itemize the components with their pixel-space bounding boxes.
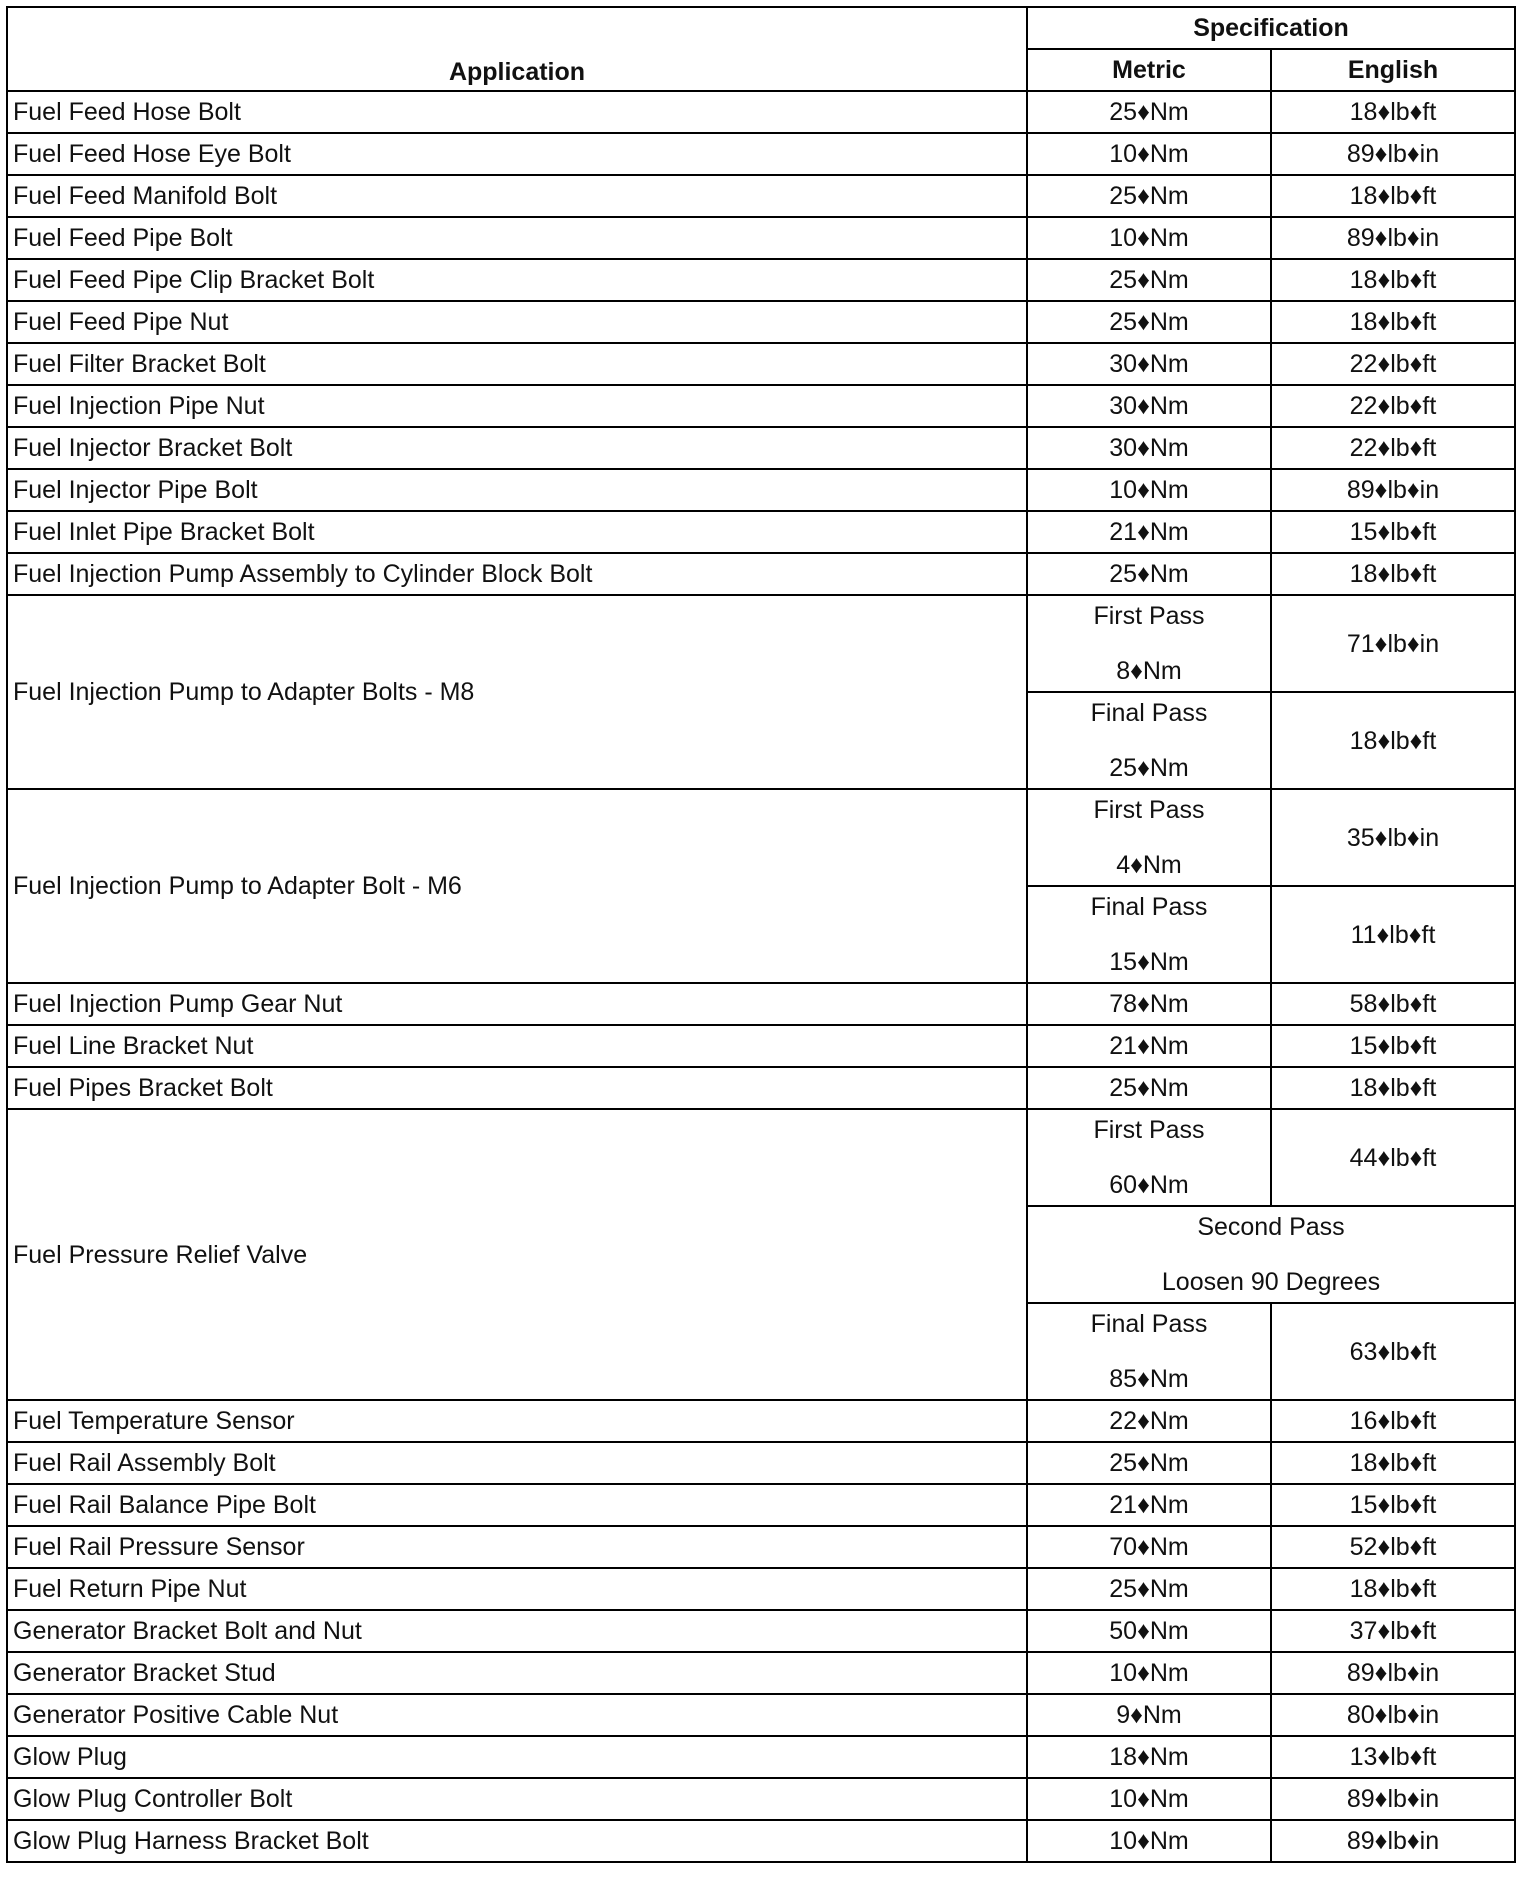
application-cell: Fuel Injection Pump Assembly to Cylinder Block Bolt bbox=[7, 553, 1027, 595]
metric-cell: 70♦Nm bbox=[1027, 1526, 1271, 1568]
english-cell: 15♦lb♦ft bbox=[1271, 511, 1515, 553]
english-cell: 13♦lb♦ft bbox=[1271, 1736, 1515, 1778]
application-cell: Fuel Pressure Relief Valve bbox=[7, 1109, 1027, 1400]
final-pass-metric-cell bbox=[1027, 692, 1271, 789]
table-row bbox=[7, 1736, 1515, 1778]
final-pass-metric-cell bbox=[1027, 1303, 1271, 1400]
metric-cell: 10♦Nm bbox=[1027, 133, 1271, 175]
english-cell: 18♦lb♦ft bbox=[1271, 692, 1515, 789]
english-cell: 15♦lb♦ft bbox=[1271, 1025, 1515, 1067]
english-cell: 89♦lb♦in bbox=[1271, 217, 1515, 259]
metric-cell: 78♦Nm bbox=[1027, 983, 1271, 1025]
table-body bbox=[7, 91, 1515, 1862]
table-row bbox=[7, 259, 1515, 301]
english-cell: 37♦lb♦ft bbox=[1271, 1610, 1515, 1652]
application-cell: Glow Plug bbox=[7, 1736, 1027, 1778]
table-row bbox=[7, 175, 1515, 217]
first-pass-metric-cell bbox=[1027, 789, 1271, 886]
torque-spec-table bbox=[6, 6, 1516, 1863]
table-row bbox=[7, 1778, 1515, 1820]
application-cell: Fuel Feed Hose Eye Bolt bbox=[7, 133, 1027, 175]
application-cell: Fuel Injection Pipe Nut bbox=[7, 385, 1027, 427]
english-cell: 15♦lb♦ft bbox=[1271, 1484, 1515, 1526]
pass-label: Final Pass bbox=[1090, 893, 1208, 921]
english-cell: 52♦lb♦ft bbox=[1271, 1526, 1515, 1568]
english-cell: 63♦lb♦ft bbox=[1271, 1303, 1515, 1400]
metric-cell: 25♦Nm bbox=[1027, 175, 1271, 217]
metric-cell: 25♦Nm bbox=[1027, 91, 1271, 133]
english-cell: 18♦lb♦ft bbox=[1271, 553, 1515, 595]
pass-label: Final Pass bbox=[1090, 699, 1208, 727]
english-cell: 18♦lb♦ft bbox=[1271, 1067, 1515, 1109]
pass-label: First Pass bbox=[1093, 1116, 1205, 1144]
application-cell: Fuel Feed Pipe Bolt bbox=[7, 217, 1027, 259]
pass-value: 60♦Nm bbox=[1109, 1171, 1189, 1199]
metric-cell: 25♦Nm bbox=[1027, 553, 1271, 595]
metric-cell: 25♦Nm bbox=[1027, 301, 1271, 343]
header-english: English bbox=[1271, 49, 1515, 91]
table-row bbox=[7, 1694, 1515, 1736]
table-row-multipass bbox=[7, 1109, 1515, 1206]
metric-cell: 9♦Nm bbox=[1027, 1694, 1271, 1736]
metric-cell: 10♦Nm bbox=[1027, 1820, 1271, 1862]
application-cell: Fuel Line Bracket Nut bbox=[7, 1025, 1027, 1067]
english-cell: 11♦lb♦ft bbox=[1271, 886, 1515, 983]
application-cell: Fuel Rail Balance Pipe Bolt bbox=[7, 1484, 1027, 1526]
first-pass-metric-cell bbox=[1027, 595, 1271, 692]
english-cell: 16♦lb♦ft bbox=[1271, 1400, 1515, 1442]
table-row bbox=[7, 1652, 1515, 1694]
pass-label: Final Pass bbox=[1090, 1310, 1208, 1338]
metric-cell: 21♦Nm bbox=[1027, 511, 1271, 553]
table-row bbox=[7, 511, 1515, 553]
application-cell: Fuel Return Pipe Nut bbox=[7, 1568, 1027, 1610]
application-cell: Fuel Injector Pipe Bolt bbox=[7, 469, 1027, 511]
english-cell: 22♦lb♦ft bbox=[1271, 343, 1515, 385]
metric-cell: 25♦Nm bbox=[1027, 259, 1271, 301]
table-row bbox=[7, 1400, 1515, 1442]
english-cell: 35♦lb♦in bbox=[1271, 789, 1515, 886]
header-metric: Metric bbox=[1027, 49, 1271, 91]
table-row bbox=[7, 217, 1515, 259]
table-row-multipass bbox=[7, 789, 1515, 886]
table-row bbox=[7, 1067, 1515, 1109]
application-cell: Fuel Injector Bracket Bolt bbox=[7, 427, 1027, 469]
metric-cell: 30♦Nm bbox=[1027, 427, 1271, 469]
metric-cell: 18♦Nm bbox=[1027, 1736, 1271, 1778]
application-cell: Fuel Feed Hose Bolt bbox=[7, 91, 1027, 133]
application-cell: Fuel Temperature Sensor bbox=[7, 1400, 1027, 1442]
metric-cell: 30♦Nm bbox=[1027, 385, 1271, 427]
english-cell: 18♦lb♦ft bbox=[1271, 91, 1515, 133]
header-application: Application bbox=[7, 7, 1027, 91]
table-row bbox=[7, 983, 1515, 1025]
metric-cell: 10♦Nm bbox=[1027, 1652, 1271, 1694]
table-row bbox=[7, 91, 1515, 133]
metric-cell: 22♦Nm bbox=[1027, 1400, 1271, 1442]
english-cell: 18♦lb♦ft bbox=[1271, 301, 1515, 343]
metric-cell: 10♦Nm bbox=[1027, 217, 1271, 259]
english-cell: 58♦lb♦ft bbox=[1271, 983, 1515, 1025]
english-cell: 18♦lb♦ft bbox=[1271, 1442, 1515, 1484]
metric-cell: 25♦Nm bbox=[1027, 1568, 1271, 1610]
english-cell: 80♦lb♦in bbox=[1271, 1694, 1515, 1736]
application-cell: Generator Positive Cable Nut bbox=[7, 1694, 1027, 1736]
table-header bbox=[7, 7, 1515, 91]
table-row bbox=[7, 1025, 1515, 1067]
table-row bbox=[7, 1568, 1515, 1610]
table-row bbox=[7, 1820, 1515, 1862]
english-cell: 22♦lb♦ft bbox=[1271, 427, 1515, 469]
english-cell: 18♦lb♦ft bbox=[1271, 175, 1515, 217]
application-cell: Fuel Rail Assembly Bolt bbox=[7, 1442, 1027, 1484]
metric-cell: 25♦Nm bbox=[1027, 1067, 1271, 1109]
second-pass-cell bbox=[1027, 1206, 1515, 1303]
pass-value: 4♦Nm bbox=[1116, 851, 1182, 879]
english-cell: 71♦lb♦in bbox=[1271, 595, 1515, 692]
first-pass-metric-cell bbox=[1027, 1109, 1271, 1206]
application-cell: Generator Bracket Bolt and Nut bbox=[7, 1610, 1027, 1652]
table-row bbox=[7, 301, 1515, 343]
metric-cell: 30♦Nm bbox=[1027, 343, 1271, 385]
pass-value: 8♦Nm bbox=[1116, 657, 1182, 685]
table-row bbox=[7, 1442, 1515, 1484]
table-row bbox=[7, 133, 1515, 175]
application-cell: Fuel Feed Manifold Bolt bbox=[7, 175, 1027, 217]
english-cell: 18♦lb♦ft bbox=[1271, 259, 1515, 301]
header-specification: Specification bbox=[1027, 7, 1515, 49]
english-cell: 89♦lb♦in bbox=[1271, 1652, 1515, 1694]
table-row bbox=[7, 385, 1515, 427]
application-cell: Fuel Injection Pump to Adapter Bolts - M8 bbox=[7, 595, 1027, 789]
application-cell: Glow Plug Harness Bracket Bolt bbox=[7, 1820, 1027, 1862]
english-cell: 89♦lb♦in bbox=[1271, 469, 1515, 511]
application-cell: Fuel Feed Pipe Clip Bracket Bolt bbox=[7, 259, 1027, 301]
pass-label: Second Pass bbox=[1197, 1213, 1345, 1241]
table-row bbox=[7, 553, 1515, 595]
application-cell: Fuel Pipes Bracket Bolt bbox=[7, 1067, 1027, 1109]
english-cell: 44♦lb♦ft bbox=[1271, 1109, 1515, 1206]
pass-label: First Pass bbox=[1093, 796, 1205, 824]
final-pass-metric-cell bbox=[1027, 886, 1271, 983]
application-cell: Fuel Injection Pump Gear Nut bbox=[7, 983, 1027, 1025]
application-cell: Fuel Filter Bracket Bolt bbox=[7, 343, 1027, 385]
metric-cell: 21♦Nm bbox=[1027, 1025, 1271, 1067]
metric-cell: 50♦Nm bbox=[1027, 1610, 1271, 1652]
english-cell: 18♦lb♦ft bbox=[1271, 1568, 1515, 1610]
application-cell: Fuel Injection Pump to Adapter Bolt - M6 bbox=[7, 789, 1027, 983]
table-row bbox=[7, 427, 1515, 469]
metric-cell: 10♦Nm bbox=[1027, 469, 1271, 511]
pass-value: 15♦Nm bbox=[1109, 948, 1189, 976]
table-row-multipass bbox=[7, 595, 1515, 692]
application-cell: Fuel Inlet Pipe Bracket Bolt bbox=[7, 511, 1027, 553]
metric-cell: 21♦Nm bbox=[1027, 1484, 1271, 1526]
english-cell: 89♦lb♦in bbox=[1271, 133, 1515, 175]
application-cell: Fuel Feed Pipe Nut bbox=[7, 301, 1027, 343]
application-cell: Glow Plug Controller Bolt bbox=[7, 1778, 1027, 1820]
metric-cell: 10♦Nm bbox=[1027, 1778, 1271, 1820]
english-cell: 89♦lb♦in bbox=[1271, 1820, 1515, 1862]
application-cell: Fuel Rail Pressure Sensor bbox=[7, 1526, 1027, 1568]
english-cell: 22♦lb♦ft bbox=[1271, 385, 1515, 427]
metric-cell: 25♦Nm bbox=[1027, 1442, 1271, 1484]
pass-value: 25♦Nm bbox=[1109, 754, 1189, 782]
pass-value: 85♦Nm bbox=[1109, 1365, 1189, 1393]
english-cell: 89♦lb♦in bbox=[1271, 1778, 1515, 1820]
table-row bbox=[7, 343, 1515, 385]
table-row bbox=[7, 1484, 1515, 1526]
table-row bbox=[7, 469, 1515, 511]
pass-label: First Pass bbox=[1093, 602, 1205, 630]
table-row bbox=[7, 1526, 1515, 1568]
application-cell: Generator Bracket Stud bbox=[7, 1652, 1027, 1694]
pass-value: Loosen 90 Degrees bbox=[1161, 1268, 1381, 1296]
table-row bbox=[7, 1610, 1515, 1652]
